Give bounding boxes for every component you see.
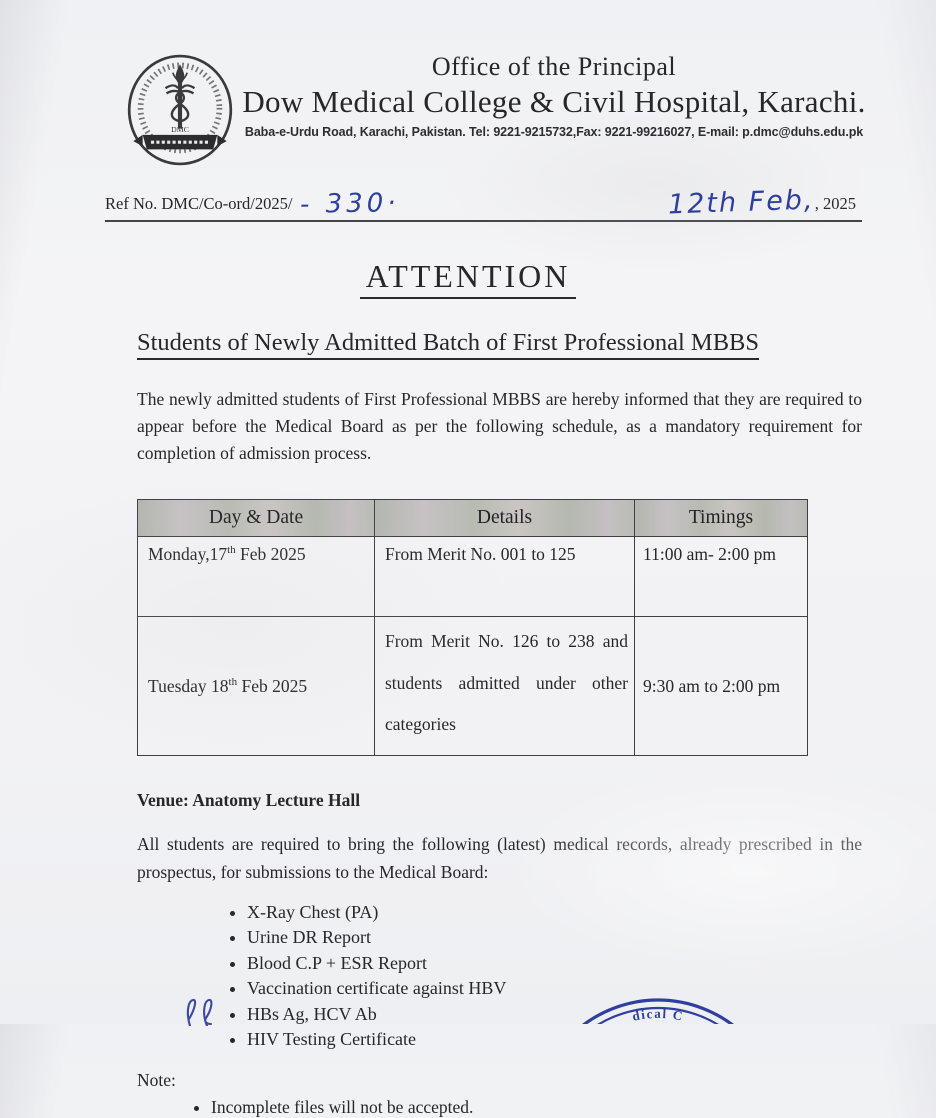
ref-date-row — [105, 185, 862, 222]
notice-subtitle: Students of Newly Admitted Batch of First Professional MBBS — [137, 329, 759, 360]
office-title: Office of the Principal — [431, 52, 677, 81]
cell-day-date — [138, 537, 375, 617]
attention-heading: ATTENTION — [360, 258, 577, 299]
schedule-row — [138, 537, 808, 617]
cell-timing: 9:30 am to 2:00 pm — [635, 617, 808, 756]
list-item: • HIV Testing Certificate — [247, 1029, 862, 1050]
list-item: • Urine DR Report — [247, 927, 862, 948]
date-handwritten: 12th Feb, — [667, 184, 816, 221]
date-text: Tuesday 18 — [148, 675, 229, 696]
col-header-day-date: Day & Date — [138, 500, 375, 537]
note-list — [185, 1097, 862, 1118]
list-item: • HBs Ag, HCV Ab — [247, 1004, 862, 1025]
schedule-table — [137, 499, 808, 756]
schedule-row — [138, 617, 808, 756]
stamp-partial-text: dical C — [630, 1005, 685, 1024]
letterhead — [0, 0, 936, 139]
date-text-rest: Feb 2025 — [235, 544, 306, 565]
list-item: • X-Ray Chest (PA) — [247, 902, 862, 923]
col-header-timings: Timings — [635, 500, 808, 537]
list-item: • Vaccination certificate against HBV — [247, 978, 862, 999]
cell-timing: 11:00 am- 2:00 pm — [635, 537, 808, 617]
date-group — [667, 184, 862, 221]
schedule-header-row — [138, 500, 808, 537]
records-list — [225, 902, 862, 1051]
dmc-seal-icon — [126, 54, 234, 166]
date-text: Monday,17 — [148, 544, 228, 565]
date-printed-year: , 2025 — [814, 194, 856, 213]
ref-number-group — [105, 186, 401, 220]
signature-ink-icon — [176, 997, 246, 1026]
venue-line: Venue: Anatomy Lecture Hall — [137, 790, 361, 811]
ref-number-handwritten: - 330· — [300, 188, 401, 220]
col-header-details: Details — [375, 500, 635, 537]
address-contact-line: Baba-e-Urdu Road, Karachi, Pakistan. Tel: 9221-9215732,Fax: 9221-99216027, E-mail: p.dmc@duhs.edu.pk — [244, 125, 864, 139]
cell-day-date — [138, 617, 375, 756]
letterhead-text — [236, 52, 872, 139]
svg-text:dical C — [631, 1006, 685, 1024]
date-text-rest: Feb 2025 — [237, 675, 308, 696]
note-label: Note: — [137, 1070, 176, 1091]
date-ordinal: th — [228, 676, 238, 689]
ref-label: Ref No. DMC/Co-ord/2025/ — [105, 194, 293, 213]
records-intro-paragraph: All students are required to bring the following (latest) medical records, already prescribed in the prospectus, for submissions to the Medical Board: — [137, 834, 862, 882]
list-item: • Incomplete files will not be accepted. — [211, 1097, 862, 1118]
subtitle-wrap — [137, 329, 862, 360]
seal-monogram: DMC — [171, 124, 189, 134]
cell-details: From Merit No. 001 to 125 — [375, 537, 635, 617]
date-ordinal: th — [227, 544, 236, 557]
list-item: • Blood C.P + ESR Report — [247, 953, 862, 974]
college-name: Dow Medical College & Civil Hospital, Karachi. — [242, 84, 866, 119]
attention-heading-wrap — [0, 258, 936, 299]
cell-details: From Merit No. 126 to 238 and students admitted under other categories — [375, 617, 635, 756]
official-stamp-icon — [560, 995, 756, 1024]
intro-paragraph: The newly admitted students of First Professional MBBS are hereby informed that they are required to appear before the Medical Board as per the following schedule, as a mandatory requirement for completion of admission process. — [137, 389, 862, 464]
